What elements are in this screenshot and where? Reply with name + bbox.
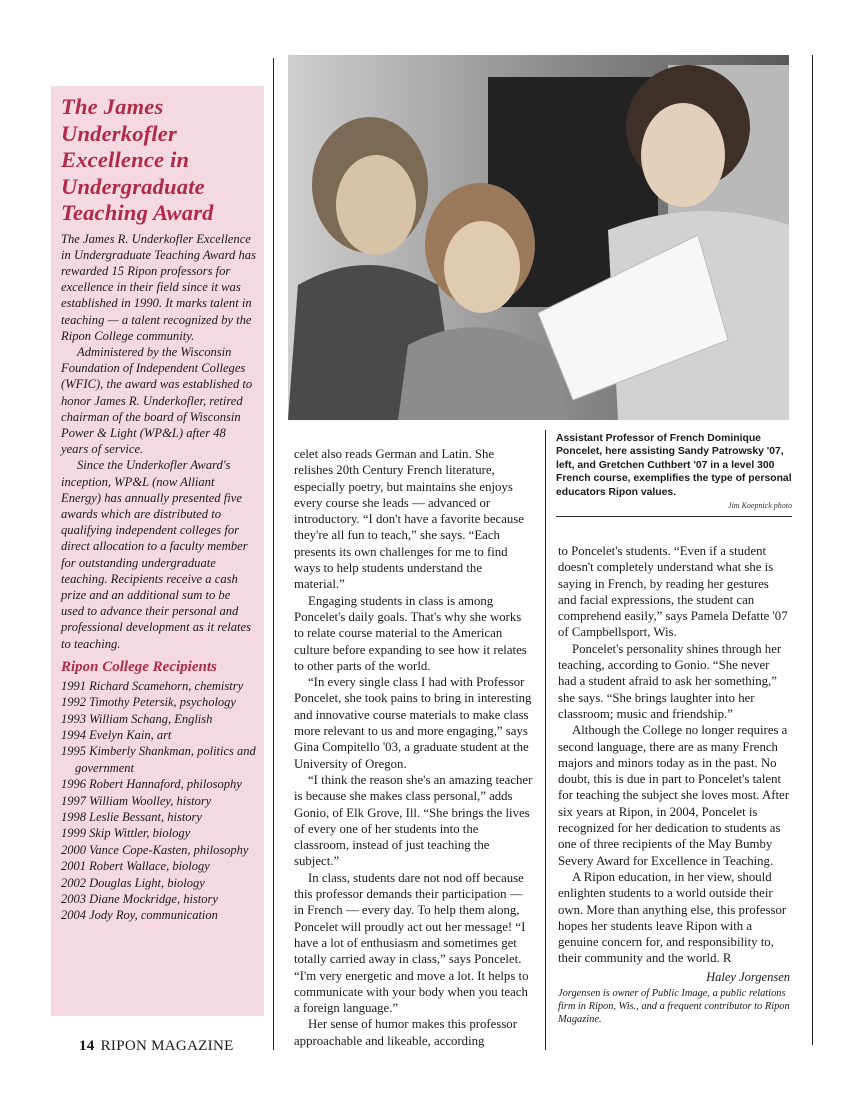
article-paragraph: celet also reads German and Latin. She relishes 20th Century French literature, especially poetry, but maintains she enjoys every course she leads — advanced or introductory. “I don't have a favorite because they're all fun to teach,” she says. “Each presents its own challenges for me to find ways to help students understand the material.” <box>294 447 524 592</box>
sidebar-paragraph: Administered by the Wisconsin Foundation of Independent Colleges (WFIC), the award was established to honor James R. Underkofler, retired chairman of the board of Wisconsin Power & Light (WP&L) after 48 years of service. <box>61 344 253 457</box>
sidebar-paragraph: Since the Underkofler Award's inception, WP&L (now Alliant Energy) has annually presented five awards which are distributed to qualifying independent colleges for direct allocation to a faculty member for outstanding undergraduate teaching. Recipients receive a cash prize and an additional sum to be used to advance their personal and professional development as it relates to teaching. <box>61 458 252 651</box>
article-paragraph: Poncelet's personality shines through her teaching, according to Gonio. “She never had a student afraid to ask her something,” she says. “She brings laughter into her classroom; music and friendship.” <box>558 641 782 721</box>
recipient-item: 1996 Robert Hannaford, philosophy <box>61 777 242 792</box>
article-paragraph: to Poncelet's students. “Even if a student doesn't completely understand what she is saying in French, by reading her gestures and facial expressions, the student can comprehend easily,” says Pamela Defatte '07 of Campbellsport, Wis. <box>558 544 788 640</box>
sidebar-body <box>61 231 256 652</box>
article-paragraph: Her sense of humor makes this professor approachable and likeable, according <box>294 1017 517 1048</box>
column-divider-left <box>273 58 274 1050</box>
recipient-item: 2003 Diane Mockridge, history <box>61 892 218 907</box>
recipient-item: 1992 Timothy Petersik, psychology <box>61 695 236 710</box>
author-byline: Haley Jorgensen <box>706 969 790 984</box>
sidebar-title: The James Underkofler Excellence in Undergraduate Teaching Award <box>61 94 214 225</box>
recipient-item: 1994 Evelyn Kain, art <box>61 728 172 742</box>
recipient-item: 2000 Vance Cope-Kasten, philosophy <box>61 842 249 857</box>
classroom-photo-image <box>288 55 789 420</box>
recipient-item: 1991 Richard Scamehorn, chemistry <box>61 678 244 693</box>
article-paragraph: “In every single class I had with Professor Poncelet, she took pains to bring in interesting and innovative course materials to make class more relevant to us and more engaging,” says Gina Compitello '03, a graduate student at the University of Oregon. <box>294 675 532 771</box>
recipient-item: 1999 Skip Wittler, biology <box>61 826 191 841</box>
publication-name: RIPON MAGAZINE <box>100 1038 234 1054</box>
article-paragraph: Although the College no longer requires a second language, there are as many French majors and minors today as in the past. No doubt, this is due in part to Poncelet's talent for teaching the subject she loves most. After six years at Ripon, in 2004, Poncelet is recognized for her dedication to students as one of three recipients of the May Bumby Severy Award for Excellence in Teaching. <box>558 723 789 868</box>
recipient-item: 1993 William Schang, English <box>61 711 213 726</box>
recipient-item: 1998 Leslie Bessant, history <box>61 810 202 825</box>
recipients-heading: Ripon College Recipients <box>61 658 217 675</box>
award-sidebar <box>51 86 264 1016</box>
column-divider-middle <box>545 430 546 1050</box>
article-paragraph: In class, students dare not nod off because this professor demands their participation — in French — every day. To help them along, Poncelet will proudly act out her message! “I have a lot of enthusiasm and sometimes get totally carried away in class,” says Poncelet. “I'm very energetic and move a lot. It helps to communicate with your body when you teach a foreign language.” <box>294 870 529 1016</box>
photo-credit: Jim Koepnick photo <box>728 501 792 510</box>
article-paragraph: “I think the reason she's an amazing teacher is because she makes class personal,” adds Gonio, of Elk Grove, Ill. “She brings the lives of every one of her students into the classroom, instead of just teaching the subject.” <box>294 772 533 869</box>
recipient-item: 1997 William Woolley, history <box>61 793 212 808</box>
article-column-1 <box>294 446 534 1049</box>
recipient-item: 1995 Kimberly Shankman, politics and government <box>61 744 256 775</box>
recipient-item: 2004 Jody Roy, communication <box>61 908 218 923</box>
author-bio: Jorgensen is owner of Public Image, a public relations firm in Ripon, Wis., and a frequent contributor to Ripon Magazine. <box>558 987 790 1026</box>
page-number: 14 <box>79 1038 95 1054</box>
article-paragraph: A Ripon education, in her view, should enlighten students to a world outside their own. More than anything else, this professor hopes her students leave Ripon with a genuine concern for, and responsibility to, their community and the world. R <box>558 869 787 966</box>
recipient-item: 2001 Robert Wallace, biology <box>61 859 210 874</box>
recipients-list <box>61 678 256 924</box>
classroom-photo <box>288 55 789 420</box>
page-folio <box>79 1038 234 1055</box>
column-divider-right <box>812 55 813 1045</box>
article-paragraph: Engaging students in class is among Poncelet's daily goals. That's why she works to relate course material to the American culture before expanding to see how it relates to other parts of the world. <box>294 593 527 673</box>
article-column-2 <box>558 543 790 1027</box>
photo-caption: Assistant Professor of French Dominique Poncelet, here assisting Sandy Patrowsky '07, left, and Gretchen Cuthbert '07 in a level 300 French course, exemplifies the type of personal educators Ripon values. <box>556 433 792 498</box>
sidebar-paragraph: The James R. Underkofler Excellence in Undergraduate Teaching Award has rewarded 15 Ripon professors for excellence in their field since it was established in 1990. It marks talent in teaching — a talent recognized by the Ripon College community. <box>61 231 256 343</box>
caption-rule <box>556 516 792 517</box>
recipient-item: 2002 Douglas Light, biology <box>61 875 205 890</box>
